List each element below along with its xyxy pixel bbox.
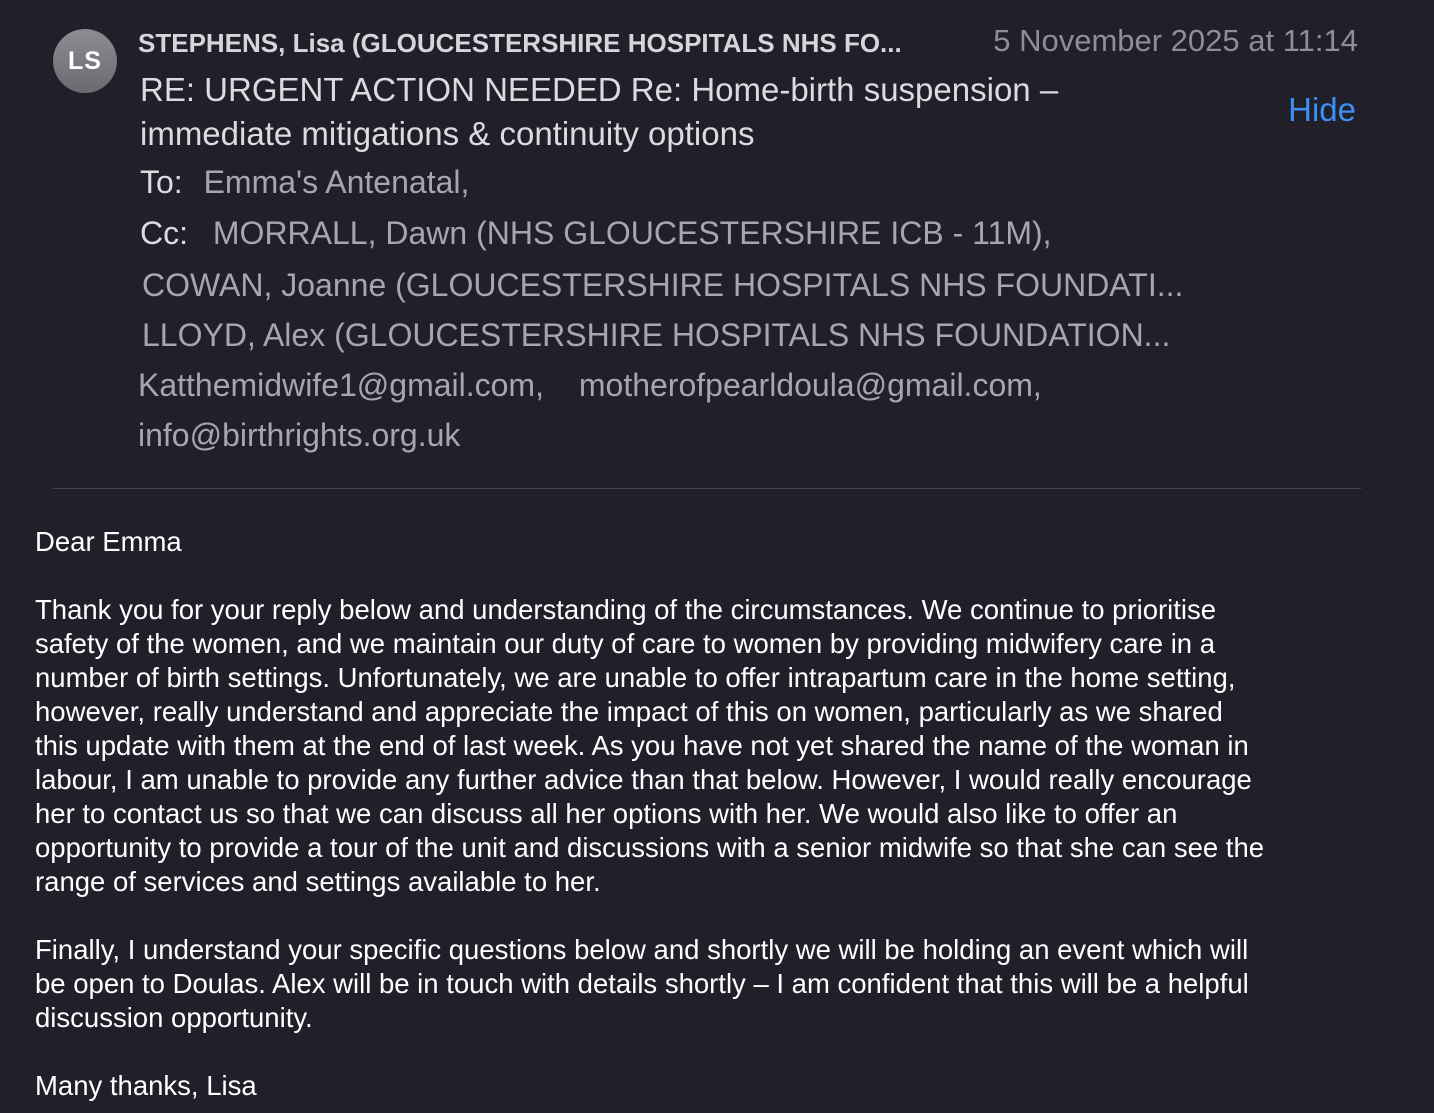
body-line: be open to Doulas. Alex will be in touch with details shortly – I am confident that this will be a helpful (35, 968, 1249, 999)
body-line: safety of the women, and we maintain our duty of care to women by providing midwifery care in a (35, 628, 1216, 659)
body-line: number of birth settings. Unfortunately, we are unable to offer intrapartum care in the home setting, (35, 662, 1236, 693)
email-header (0, 0, 1434, 488)
cc-row (140, 213, 1052, 253)
cc-recipient[interactable]: info@birthrights.org.uk (138, 417, 461, 453)
cc-recipient[interactable]: MORRALL, Dawn (NHS GLOUCESTERSHIRE ICB - 11M), (212, 215, 1052, 251)
body-line: Finally, I understand your specific questions below and shortly we will be holding an event which will (35, 934, 1249, 965)
body-line: labour, I am unable to provide any further advice than that below. However, I would really encourage (35, 764, 1252, 795)
cc-label: Cc: (140, 215, 188, 251)
body-line: discussion opportunity. (35, 1002, 313, 1033)
body-paragraph-1 (35, 593, 1395, 899)
to-row (140, 162, 469, 202)
body-line: range of services and settings available to her. (35, 866, 601, 897)
cc-recipient[interactable]: COWAN, Joanne (GLOUCESTERSHIRE HOSPITALS NHS FOUNDATI... (142, 267, 1184, 303)
signoff: Many thanks, Lisa (35, 1070, 257, 1101)
body-line: however, really understand and appreciate the impact of this on women, particularly as we shared (35, 696, 1223, 727)
subject-line-1: RE: URGENT ACTION NEEDED Re: Home-birth suspension – (140, 71, 1059, 108)
body-line: Thank you for your reply below and understanding of the circumstances. We continue to prioritise (35, 594, 1217, 625)
body-line: this update with them at the end of last week. As you have not yet shared the name of the woman in (35, 730, 1249, 761)
body-line: her to contact us so that we can discuss all her options with her. We would also like to offer an (35, 798, 1178, 829)
cc-recipient[interactable]: Katthemidwife1@gmail.com, (138, 367, 544, 403)
sender-name[interactable]: STEPHENS, Lisa (GLOUCESTERSHIRE HOSPITALS NHS FO... (138, 28, 902, 58)
cc-recipient[interactable]: motherofpearldoula@gmail.com, (578, 367, 1042, 403)
email-body (35, 525, 1395, 1103)
email-subject (140, 68, 1160, 156)
greeting: Dear Emma (35, 526, 182, 557)
sender-avatar[interactable]: LS (53, 29, 117, 93)
header-divider (53, 488, 1361, 489)
hide-details-button[interactable]: Hide (1288, 91, 1356, 128)
body-line: opportunity to provide a tour of the unit and discussions with a senior midwife so that she can see the (35, 832, 1265, 863)
body-paragraph-2 (35, 933, 1395, 1035)
cc-recipient[interactable]: LLOYD, Alex (GLOUCESTERSHIRE HOSPITALS NHS FOUNDATION... (142, 317, 1171, 353)
to-label: To: (140, 164, 183, 200)
email-date: 5 November 2025 at 11:14 (993, 23, 1358, 58)
cc-email-row (138, 365, 1042, 405)
to-recipient[interactable]: Emma's Antenatal, (203, 164, 470, 200)
subject-line-2: immediate mitigations & continuity options (140, 115, 755, 152)
